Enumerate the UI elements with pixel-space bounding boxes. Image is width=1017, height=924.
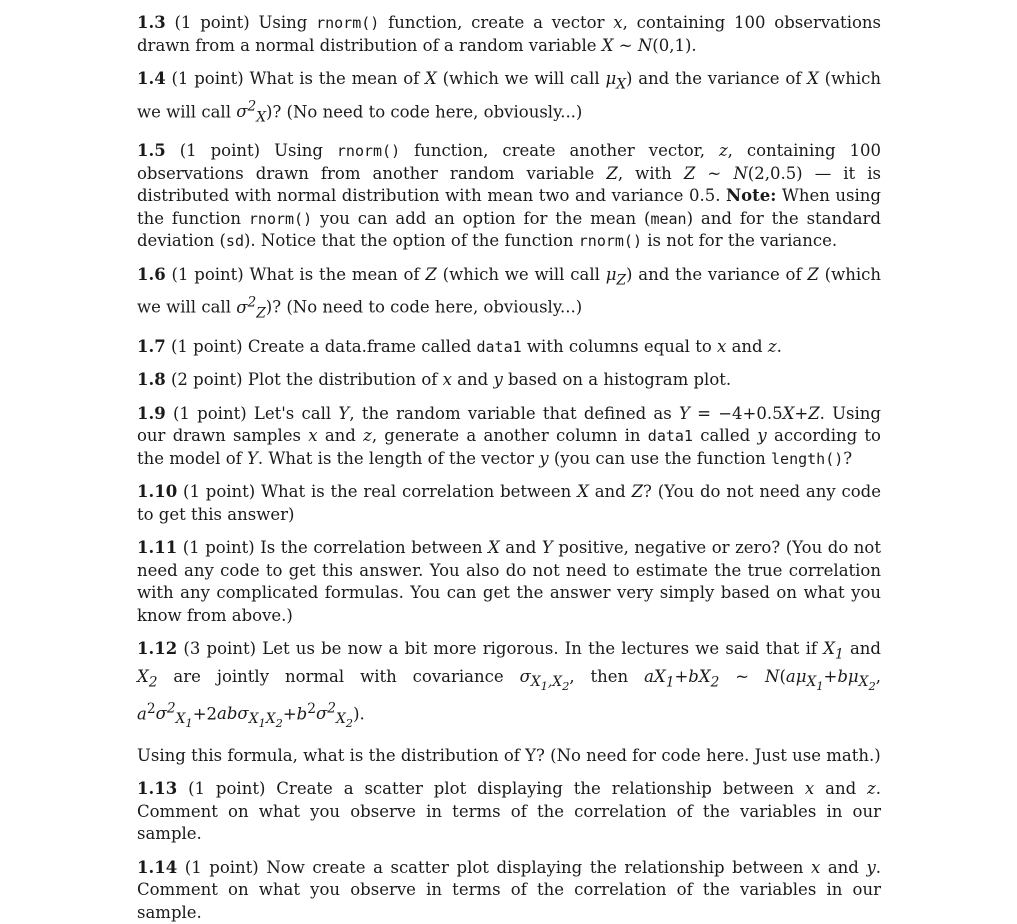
question-points: (1 point) <box>182 538 255 558</box>
question-points: (1 point) <box>183 482 256 502</box>
question-points: (1 point) <box>174 13 250 32</box>
question-1-5: 1.5 (1 point) Using rnorm() function, create another vector, z, containing 100 observations drawn from another random variable Z, with Z ~ N(2,0.5) — it is distributed with normal distribution with mean two and variance 0.5. Note: When using the function rnorm() you can add an option for the mean (mean) and for the standard deviation (sd). Notice that the option of the function rnorm() is not for the variance. <box>137 141 881 251</box>
question-number: 1.8 <box>137 370 166 390</box>
question-number: 1.12 <box>137 639 178 659</box>
question-1-6: 1.6 (1 point) What is the mean of Z (which we will call $\mu_Z$) and the variance of Z (which we will call $\sigma^2_Z$)? (No need to code here, obviously...) <box>137 264 882 322</box>
question-1-11: 1.11 (1 point) Is the correlation between X and Y positive, negative or zero? (You do not need any code to get this answer. You also do not need to estimate the true correlation with any complicated formulas. You can get the answer very simply based on what you know from above.) <box>137 538 881 625</box>
question-points: (1 point) <box>179 141 261 161</box>
question-1-13: 1.13 (1 point) Create a scatter plot displaying the relationship between x and z. Comment on what you observe in terms of the correlation of the variables in our sample. <box>137 779 881 844</box>
question-points: (1 point) <box>171 264 244 284</box>
question-1-12-followup: Using this formula, what is the distribution of Y? (No need for code here. Just use math.) <box>137 745 881 765</box>
question-number: 1.3 <box>137 13 166 32</box>
question-1-8: 1.8 (2 point) Plot the distribution of x and y based on a histogram plot. <box>137 370 732 390</box>
question-number: 1.11 <box>137 538 178 558</box>
question-number: 1.14 <box>137 857 178 877</box>
question-number: 1.13 <box>137 779 178 799</box>
question-number: 1.10 <box>137 482 178 502</box>
question-number: 1.4 <box>137 69 166 88</box>
question-1-4: 1.4 (1 point) What is the mean of X (which we will call $\mu_X$) and the variance of X (which we will call $\sigma^2_X$)? (No need to code here, obviously...) <box>137 69 882 126</box>
question-points: (1 point) <box>171 69 244 88</box>
question-1-12: 1.12 (3 point) Let us be now a bit more rigorous. In the lectures we said that if $X_1$ and $X_2$ are jointly normal with covariance $\sigma_{X_1,X_2}$, then $aX_1+bX_2$ ~ $N(a\mu_{X_1}+b\mu_{X_2}$, $a^2\sigma^2_{X_1}+2ab\sigma_{X_1X_2}+b^2\sigma^2_{X_2}$). <box>137 639 881 731</box>
question-points: (1 point) <box>170 336 243 356</box>
question-1-7: 1.7 (1 point) Create a data.frame called data1 with columns equal to x and z. <box>137 336 782 356</box>
question-points: (1 point) <box>184 857 259 877</box>
question-1-3: 1.3 (1 point) Using rnorm() function, create a vector x, containing 100 observations drawn from a normal distribution of a random variable X ~ N(0,1). <box>137 13 881 55</box>
question-points: (1 point) <box>188 779 266 799</box>
question-points: (2 point) <box>170 370 243 390</box>
question-number: 1.6 <box>137 264 166 284</box>
question-number: 1.9 <box>137 403 166 423</box>
assignment-document <box>137 12 881 924</box>
question-number: 1.7 <box>137 336 166 356</box>
question-points: (1 point) <box>172 403 247 423</box>
question-1-10: 1.10 (1 point) What is the real correlation between X and Z? (You do not need any code to get this answer) <box>137 482 881 524</box>
question-number: 1.5 <box>137 141 166 161</box>
question-1-14: 1.14 (1 point) Now create a scatter plot displaying the relationship between x and y. Comment on what you observe in terms of the correlation of the variables in our sample. <box>137 857 882 922</box>
question-1-9: 1.9 (1 point) Let's call Y, the random variable that defined as Y = −4+0.5X+Z. Using our drawn samples x and z, generate a another column in data1 called y according to the model of Y. What is the length of the vector y (you can use the function length()? <box>137 403 881 468</box>
question-points: (3 point) <box>183 639 257 659</box>
